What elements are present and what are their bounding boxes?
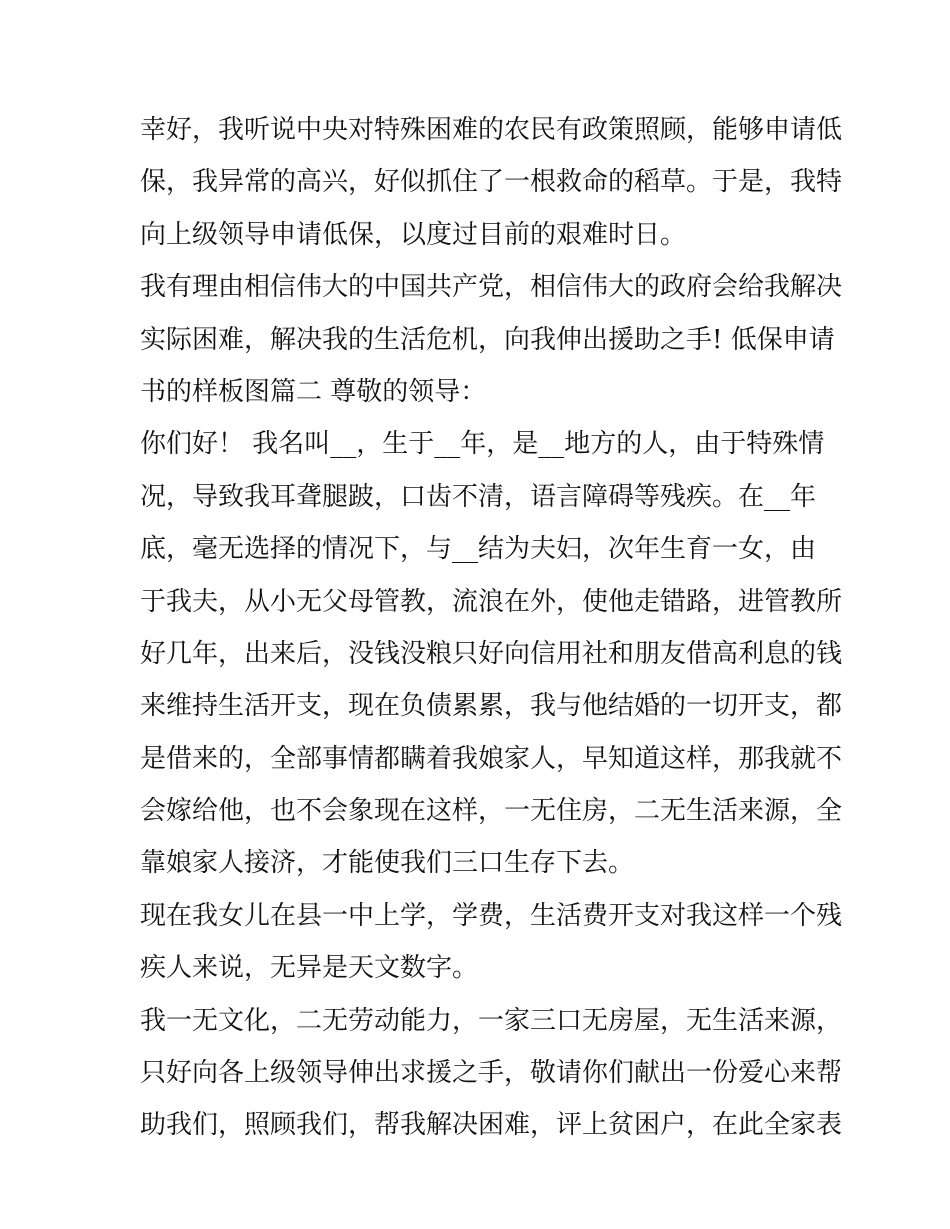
- document-body: [140, 104, 843, 1152]
- text-line: 书的样板图篇二 尊敬的领导：: [140, 376, 487, 407]
- text-line: 会嫁给他，也不会象现在这样，一无住房，二无生活来源，全: [140, 796, 843, 827]
- text-line: 向上级领导申请低保，以度过目前的艰难时日。: [140, 219, 687, 250]
- text-line: 你们好！ 我名叫__，生于__年，是__地方的人，由于特殊情: [140, 429, 825, 460]
- text-line: 只好向各上级领导伸出求援之手，敬请你们献出一份爱心来帮: [140, 1058, 843, 1089]
- text-line: 况，导致我耳聋腿跛，口齿不清，语言障碍等残疾。在__年: [140, 481, 817, 512]
- text-line: 我有理由相信伟大的中国共产党，相信伟大的政府会给我解决: [140, 272, 843, 303]
- text-line: 是借来的，全部事情都瞒着我娘家人，早知道这样，那我就不: [140, 743, 843, 774]
- text-line: 实际困难，解决我的生活危机，向我伸出援助之手! 低保申请: [140, 324, 835, 355]
- text-line: 现在我女儿在县一中上学，学费，生活费开支对我这样一个残: [140, 900, 843, 931]
- text-line: 于我夫，从小无父母管教，流浪在外，使他走错路，进管教所: [140, 586, 843, 617]
- text-line: 助我们，照顾我们，帮我解决困难，评上贫困户，在此全家表: [140, 1110, 843, 1141]
- text-line: 底，毫无选择的情况下，与__结为夫妇，次年生育一女，由: [140, 534, 817, 565]
- text-line: 我一无文化，二无劳动能力，一家三口无房屋，无生活来源，: [140, 1005, 843, 1036]
- text-line: 来维持生活开支，现在负债累累，我与他结婚的一切开支，都: [140, 691, 843, 722]
- text-line: 幸好，我听说中央对特殊困难的农民有政策照顾，能够申请低: [140, 115, 843, 145]
- text-line: 好几年，出来后，没钱没粮只好向信用社和朋友借高利息的钱: [140, 638, 843, 669]
- text-line: 保，我异常的高兴，好似抓住了一根救命的稻草。于是，我特: [140, 167, 843, 198]
- text-line: 疾人来说，无异是天文数字。: [140, 953, 479, 984]
- text-line: 靠娘家人接济，才能使我们三口生存下去。: [140, 848, 635, 879]
